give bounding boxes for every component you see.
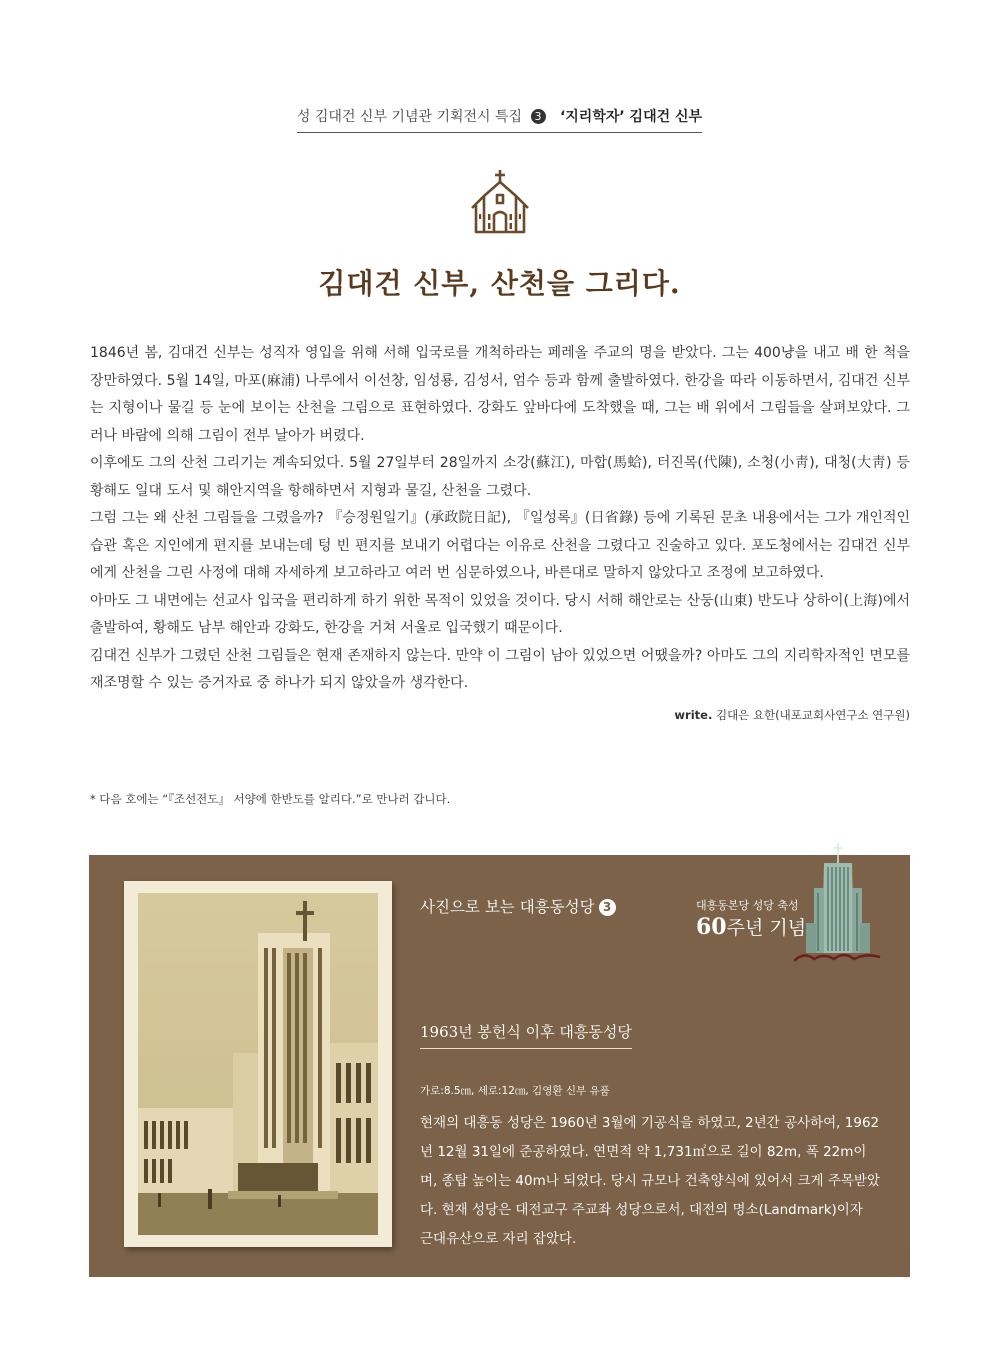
header-prefix: 성 김대건 신부 기념관 기획전시 특집 [296,109,523,125]
anniversary-number: 60 [696,914,727,940]
anniversary-subtitle: 대흥동본당 성당 축성 [696,899,799,912]
paragraph-5: 김대건 신부가 그렸던 산천 그림들은 현재 존재하지 않는다. 만약 이 그림이 남아 있었으면 어땠을까? 아마도 그의 지리학자적인 면모를 재조명할 수 있는 증거자료 중 하나가 되지 않았을까 생각한다. [90,647,910,691]
writer-name: 김대은 요한(내포교회사연구소 연구원) [715,708,910,722]
writer-label: write. [674,708,713,722]
header-number-badge: 3 [531,109,546,124]
photo-feature-box [89,855,910,1277]
box-title [420,895,616,917]
paragraph-2: 이후에도 그의 산천 그리기는 계속되었다. 5월 27일부터 28일까지 소강(蘇江), 마합(馬蛤), 터진목(代陳), 소청(小靑), 대청(大靑) 등 황해도 일대 도서 및 해안지역을 항해하면서 지형과 물길, 산천을 그렸다. [90,455,910,499]
paragraph-4: 아마도 그 내면에는 선교사 입국을 편리하게 하기 위한 목적이 있었을 것이다. 당시 서해 해안로는 산둥(山東) 반도나 상하이(上海)에서 출발하여, 황해도 남부 해안과 강화도, 한강을 거쳐 서울로 입국했기 때문이다. [90,592,910,636]
next-issue-note: * 다음 호에는 “『조선전도』 서양에 한반도를 알리다.”로 만나러 갑니다. [90,792,451,806]
anniversary-text: 주년 기념 [726,917,807,939]
church-icon [470,168,530,236]
header-emphasis: ‘지리학자’ 김대건 신부 [559,109,703,125]
article-title: 김대건 신부, 산천을 그리다. [318,267,681,300]
header-line [297,106,702,133]
anniversary-title [696,913,806,940]
article-body [90,340,910,698]
paragraph-1: 1846년 봄, 김대건 신부는 성직자 영입을 위해 서해 입국로를 개척하라는 페레올 주교의 명을 받았다. 그는 400냥을 내고 배 한 척을 장만하였다. 5월 14일, 마포(麻浦) 나루에서 이선창, 임성룡, 김성서, 엄수 등과 함께 출발하였다. 한강을 따라 이동하면서, 김대건 신부는 지형이나 물길 등 눈에 보이는 산천을 그림으로 표현하였다. 강화도 앞바다에 도착했을 때, 그는 배 위에서 그림들을 살펴보았다. 그러나 바람에 의해 그림이 전부 날아가 버렸다. [90,345,910,444]
section-header [0,106,999,133]
paragraph-3: 그럼 그는 왜 산천 그림들을 그렸을까? 『승정원일기』(承政院日記), 『일성록』(日省錄) 등에 기록된 문초 내용에서는 그가 개인적인 습관 혹은 지인에게 편지를 보내는데 텅 빈 편지를 보내기 어렵다는 이유로 산천을 그렸다고 진술하고 있다. 포도청에서는 김대건 신부에게 산천을 그린 사정에 대해 자세하게 보고하라고 여러 번 심문하였으나, 바른대로 말하지 않았다고 조정에 보고하였다. [90,510,910,581]
photo-sub-heading: 1963년 봉헌식 이후 대흥동성당 [420,1021,632,1049]
photo-caption: 가로:8.5㎝, 세로:12㎝, 김영환 신부 유품 [420,1085,610,1097]
photo-description: 현재의 대흥동 성당은 1960년 3월에 기공식을 하였고, 2년간 공사하여, 1962년 12월 31일에 준공하였다. 연면적 약 1,731㎡으로 길이 82m, 폭 22m이며, 종탑 높이는 40m나 되었다. 당시 규모나 건축양식에 있어서 크게 주목받았다. 현재 성당은 대전교구 주교좌 성당으로서, 대전의 명소(Landmark)이자 근대유산으로 자리 잡았다. [420,1115,881,1247]
cathedral-photo [138,893,378,1235]
cathedral-tower-icon [794,843,884,973]
box-number-badge: 3 [599,899,616,916]
photo-frame [124,881,392,1247]
writer-credit [90,707,910,723]
box-title-text: 사진으로 보는 대흥동성당 [420,898,595,916]
